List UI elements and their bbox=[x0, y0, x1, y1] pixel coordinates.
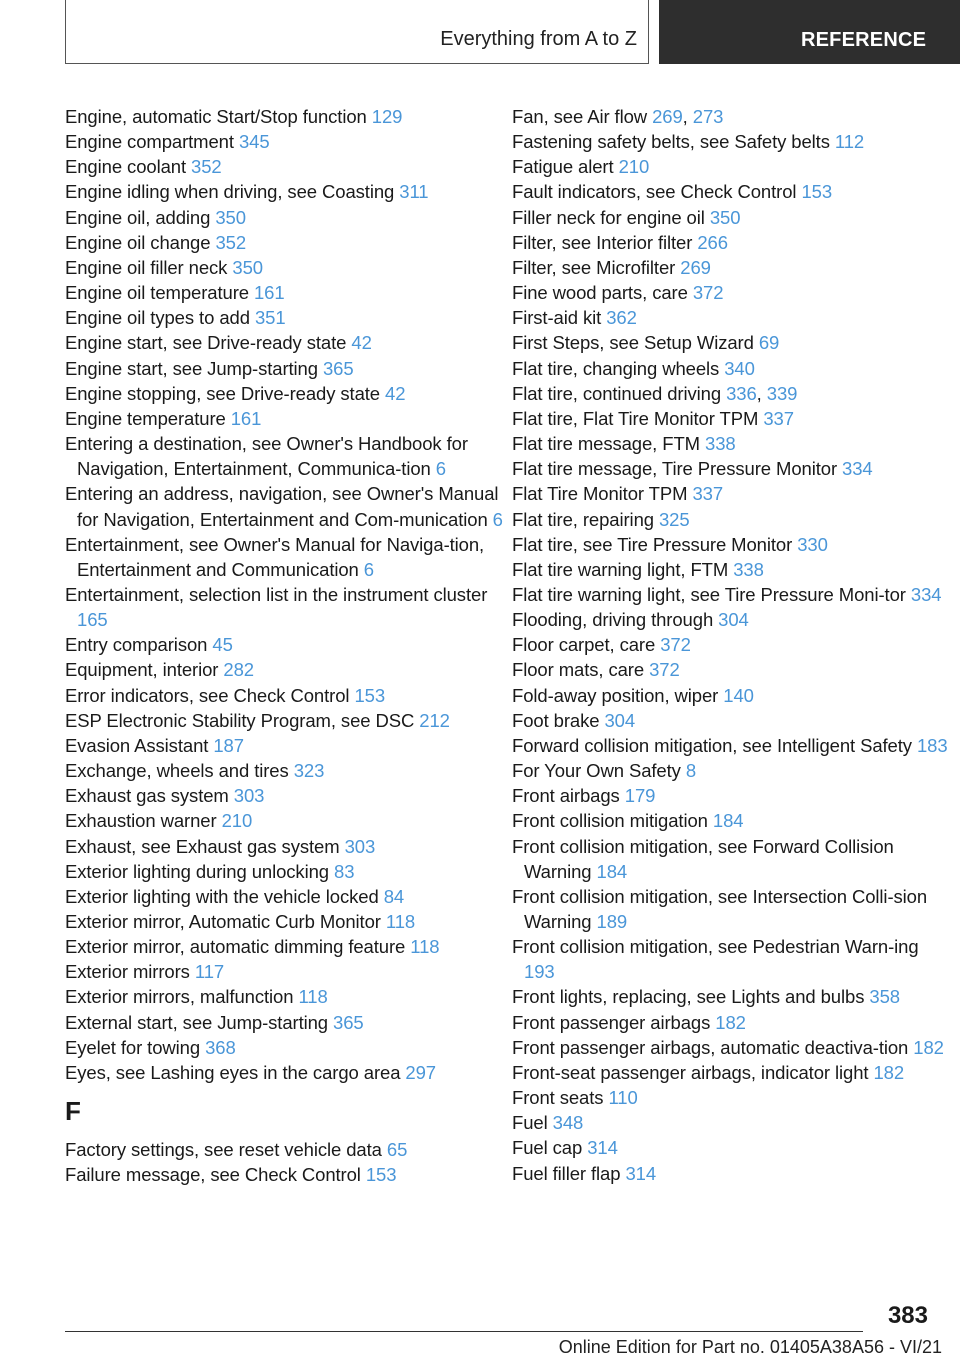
chapter-tab bbox=[659, 0, 960, 64]
page-reference-link[interactable]: 336 bbox=[726, 382, 757, 404]
page-reference-link[interactable]: 129 bbox=[371, 106, 403, 127]
index-entry-text: Exterior lighting with the vehicle locked bbox=[65, 885, 384, 907]
page-reference-link[interactable]: 297 bbox=[405, 1061, 436, 1083]
index-entry-text: Flat Tire Monitor TPM bbox=[512, 483, 693, 505]
page-reference-link[interactable]: 161 bbox=[253, 282, 285, 304]
chapter-title: REFERENCE bbox=[801, 29, 927, 51]
page-reference-link[interactable]: 179 bbox=[624, 785, 656, 807]
index-entry bbox=[65, 657, 505, 682]
index-entry bbox=[65, 884, 505, 909]
page-reference-link[interactable]: 303 bbox=[233, 785, 265, 807]
index-entry bbox=[65, 104, 505, 129]
page-reference-link[interactable]: 65 bbox=[386, 1139, 408, 1161]
index-entry bbox=[512, 129, 952, 154]
index-entry bbox=[512, 481, 952, 506]
index-entry-text: Fault indicators, see Check Control bbox=[512, 181, 802, 203]
index-entry bbox=[65, 783, 505, 808]
index-entry-text: Engine, automatic Start/Stop function bbox=[65, 106, 372, 127]
page-reference-link[interactable]: 314 bbox=[625, 1162, 657, 1184]
page-reference-link[interactable]: 345 bbox=[238, 131, 270, 153]
page-reference-link[interactable]: 350 bbox=[232, 256, 263, 278]
index-entry bbox=[512, 381, 952, 406]
index-entry bbox=[512, 406, 952, 431]
index-entry-text: Exchange, wheels and tires bbox=[65, 760, 294, 782]
index-entry-text: Floor mats, care bbox=[512, 659, 650, 681]
index-entry bbox=[65, 758, 505, 783]
index-entry bbox=[512, 507, 952, 532]
index-entry bbox=[65, 934, 505, 959]
page-reference-link[interactable]: 182 bbox=[873, 1061, 905, 1083]
index-entry bbox=[512, 280, 952, 305]
page-reference-link[interactable]: 193 bbox=[524, 961, 555, 983]
index-entry bbox=[65, 859, 505, 884]
page-reference-link[interactable]: 42 bbox=[385, 382, 406, 404]
page-reference-link[interactable]: 69 bbox=[758, 332, 780, 354]
page-reference-link[interactable]: 212 bbox=[419, 709, 450, 731]
page-reference-link[interactable]: 365 bbox=[322, 357, 354, 379]
index-entry bbox=[512, 1135, 952, 1160]
index-entry-text: Entry comparison bbox=[65, 634, 213, 656]
index-entry-text: Fan, see Air flow bbox=[512, 106, 653, 127]
index-entry-separator: , bbox=[756, 382, 767, 404]
index-entry bbox=[512, 1035, 952, 1060]
index-entry bbox=[512, 607, 952, 632]
index-entry-text: Engine oil temperature bbox=[65, 282, 254, 304]
index-entry bbox=[65, 280, 505, 305]
index-entry-text: Floor carpet, care bbox=[512, 634, 661, 656]
index-entry bbox=[512, 154, 952, 179]
index-entry-text: Flat tire message, Tire Pressure Monitor bbox=[512, 458, 843, 480]
page-reference-link[interactable]: 339 bbox=[766, 382, 798, 404]
index-entry-text: Flooding, driving through bbox=[512, 609, 719, 631]
index-entry bbox=[65, 808, 505, 833]
index-entry-text: Engine oil filler neck bbox=[65, 256, 233, 278]
index-entry bbox=[512, 230, 952, 255]
index-entry bbox=[512, 255, 952, 280]
index-entry bbox=[65, 683, 505, 708]
page-reference-link[interactable]: 6 bbox=[492, 508, 503, 530]
footer-divider bbox=[65, 1331, 863, 1332]
index-entry bbox=[65, 129, 505, 154]
index-entry-text: Exhaust gas system bbox=[65, 785, 234, 807]
index-entry bbox=[512, 934, 952, 984]
index-entry bbox=[65, 532, 505, 582]
index-entry-text: Front airbags bbox=[512, 785, 625, 807]
page-reference-link[interactable]: 352 bbox=[191, 156, 222, 178]
index-entry bbox=[512, 733, 952, 758]
index-entry bbox=[512, 356, 952, 381]
page-reference-link[interactable]: 323 bbox=[293, 760, 325, 782]
page-reference-link[interactable]: 269 bbox=[680, 256, 711, 278]
index-entry bbox=[512, 758, 952, 783]
index-entry bbox=[65, 733, 505, 758]
index-entry bbox=[65, 205, 505, 230]
index-entry-text: Front lights, replacing, see Lights and bulbs bbox=[512, 986, 870, 1008]
index-entry-text: Fatigue alert bbox=[512, 156, 619, 178]
index-entry-text: Fine wood parts, care bbox=[512, 282, 693, 304]
index-entry-text: Flat tire message, FTM bbox=[512, 433, 706, 455]
page-number: 383 bbox=[887, 1302, 928, 1329]
index-entry-text: Flat tire warning light, see Tire Pressure Moni-tor bbox=[512, 583, 911, 605]
index-entry-text: Engine temperature bbox=[65, 407, 231, 429]
index-entry-text: Exterior lighting during unlocking bbox=[65, 860, 335, 882]
page-reference-link[interactable]: 112 bbox=[834, 131, 865, 153]
page-reference-link[interactable]: 352 bbox=[215, 231, 247, 253]
index-entry bbox=[65, 381, 505, 406]
page-reference-link[interactable]: 182 bbox=[715, 1011, 746, 1033]
index-entry-text: Engine oil, adding bbox=[65, 206, 216, 228]
page-reference-link[interactable]: 350 bbox=[709, 206, 741, 228]
page-reference-link[interactable]: 314 bbox=[587, 1137, 618, 1159]
index-entry-text: Front passenger airbags, automatic deactiva-tion bbox=[512, 1036, 914, 1058]
index-entry-text: Eyes, see Lashing eyes in the cargo area bbox=[65, 1061, 406, 1083]
index-entry bbox=[65, 179, 505, 204]
index-entry bbox=[512, 1060, 952, 1085]
index-entry bbox=[65, 909, 505, 934]
index-entry bbox=[65, 1060, 505, 1085]
index-entry-text: Eyelet for towing bbox=[65, 1036, 206, 1058]
index-entry bbox=[65, 1010, 505, 1035]
index-entry-text: External start, see Jump-starting bbox=[65, 1011, 334, 1033]
page-reference-link[interactable]: 304 bbox=[604, 709, 636, 731]
index-entry-text: Engine start, see Jump-starting bbox=[65, 357, 323, 379]
index-entry-text: Fold-away position, wiper bbox=[512, 684, 724, 706]
index-entry bbox=[512, 1010, 952, 1035]
index-entry-text: Fastening safety belts, see Safety belts bbox=[512, 131, 835, 153]
page-reference-link[interactable]: 372 bbox=[692, 282, 724, 304]
index-entry-text: ESP Electronic Stability Program, see DSC bbox=[65, 709, 420, 731]
page-reference-link[interactable]: 8 bbox=[685, 760, 697, 782]
page-reference-link[interactable]: 334 bbox=[842, 458, 873, 480]
index-entry bbox=[65, 834, 505, 859]
index-entry-text: Evasion Assistant bbox=[65, 734, 214, 756]
page-reference-link[interactable]: 334 bbox=[910, 583, 942, 605]
index-entry-text: Exterior mirror, Automatic Curb Monitor bbox=[65, 911, 386, 932]
page-reference-link[interactable]: 161 bbox=[230, 407, 262, 429]
index-entry bbox=[65, 406, 505, 431]
index-entry-text: Fuel cap bbox=[512, 1137, 588, 1159]
page-reference-link[interactable]: 372 bbox=[660, 634, 691, 656]
index-entry bbox=[512, 104, 952, 129]
index-entry bbox=[512, 305, 952, 330]
page-reference-link[interactable]: 183 bbox=[916, 734, 948, 756]
index-entry-text: Filter, see Interior filter bbox=[512, 231, 698, 253]
index-entry-text: Equipment, interior bbox=[65, 659, 224, 681]
index-entry bbox=[512, 657, 952, 682]
index-entry-text: Front seats bbox=[512, 1087, 609, 1109]
index-entry-text: Foot brake bbox=[512, 709, 605, 731]
index-entry-text: Engine start, see Drive-ready state bbox=[65, 332, 352, 354]
page-reference-link[interactable]: 84 bbox=[383, 885, 405, 907]
page-reference-link[interactable]: 338 bbox=[705, 433, 736, 455]
index-entry-text: Filter, see Microfilter bbox=[512, 256, 681, 278]
index-entry bbox=[65, 230, 505, 255]
page-reference-link[interactable]: 182 bbox=[913, 1036, 944, 1058]
index-entry bbox=[512, 1085, 952, 1110]
page-reference-link[interactable]: 153 bbox=[365, 1164, 397, 1186]
page-reference-link[interactable]: 118 bbox=[385, 911, 416, 932]
index-entry-separator: , bbox=[682, 106, 693, 127]
index-entry-text: Flat tire, changing wheels bbox=[512, 357, 725, 379]
index-entry bbox=[65, 959, 505, 984]
index-entry-text: Front passenger airbags bbox=[512, 1011, 716, 1033]
page-reference-link[interactable]: 117 bbox=[194, 961, 225, 983]
index-entry-text: Fuel filler flap bbox=[512, 1162, 626, 1184]
index-entry bbox=[65, 708, 505, 733]
index-entry-text: Front collision mitigation, see Pedestrian Warn-ing bbox=[512, 936, 919, 958]
index-entry-text: Front collision mitigation, see Forward Collision Warning bbox=[512, 835, 894, 882]
page-reference-link[interactable]: 45 bbox=[212, 634, 233, 656]
page-reference-link[interactable]: 6 bbox=[435, 458, 446, 480]
page-reference-link[interactable]: 210 bbox=[221, 810, 253, 832]
index-entry-text: Front collision mitigation, see Intersection Colli-sion Warning bbox=[512, 885, 928, 932]
page-reference-link[interactable]: 282 bbox=[223, 659, 254, 681]
index-entry-text: Exhaust, see Exhaust gas system bbox=[65, 835, 345, 857]
footer-edition: Online Edition for Part no. 01405A38A56 - VI/21 bbox=[558, 1337, 942, 1357]
index-entry-text: Engine stopping, see Drive-ready state bbox=[65, 382, 386, 404]
index-entry bbox=[65, 356, 505, 381]
index-entry-text: Engine idling when driving, see Coasting bbox=[65, 181, 400, 203]
page-reference-link[interactable]: 304 bbox=[718, 609, 749, 631]
index-entry bbox=[512, 179, 952, 204]
index-entry bbox=[512, 456, 952, 481]
page-reference-link[interactable]: 325 bbox=[658, 508, 690, 530]
index-entry-text: Exterior mirrors bbox=[65, 961, 195, 983]
page-reference-link[interactable]: 368 bbox=[205, 1036, 236, 1058]
index-entry-text: Flat tire warning light, FTM bbox=[512, 558, 734, 580]
index-entry bbox=[512, 557, 952, 582]
page-reference-link[interactable]: 340 bbox=[724, 357, 755, 379]
index-entry bbox=[512, 884, 952, 934]
index-entry bbox=[512, 808, 952, 833]
page-reference-link[interactable]: 311 bbox=[399, 181, 429, 203]
index-entry-text: Engine compartment bbox=[65, 131, 239, 153]
index-entry bbox=[512, 632, 952, 657]
index-entry bbox=[512, 783, 952, 808]
index-entry bbox=[512, 431, 952, 456]
index-entry-text: Exhaustion warner bbox=[65, 810, 222, 832]
page-reference-link[interactable]: 189 bbox=[596, 911, 628, 932]
index-entry bbox=[65, 481, 505, 531]
page-reference-link[interactable]: 153 bbox=[801, 181, 833, 203]
page-reference-link[interactable]: 269 bbox=[652, 106, 683, 127]
page-reference-link[interactable]: 210 bbox=[618, 156, 650, 178]
page-reference-link[interactable]: 6 bbox=[363, 558, 374, 580]
index-entry bbox=[512, 582, 952, 607]
index-entry bbox=[512, 683, 952, 708]
index-entry-text: Fuel bbox=[512, 1112, 553, 1134]
index-entry-text: Flat tire, continued driving bbox=[512, 382, 727, 404]
index-entry bbox=[512, 834, 952, 884]
index-entry-text: Failure message, see Check Control bbox=[65, 1164, 366, 1186]
index-entry-text: Factory settings, see reset vehicle data bbox=[65, 1139, 387, 1161]
index-entry-text: First-aid kit bbox=[512, 307, 607, 329]
page-reference-link[interactable]: 153 bbox=[354, 684, 386, 706]
section-title: Everything from A to Z bbox=[440, 28, 637, 50]
index-entry-text: Flat tire, repairing bbox=[512, 508, 659, 530]
index-entry bbox=[65, 1035, 505, 1060]
page-reference-link[interactable]: 362 bbox=[606, 307, 637, 329]
index-column-right bbox=[512, 104, 952, 1186]
page-reference-link[interactable]: 184 bbox=[596, 860, 628, 882]
index-entry-text: Front collision mitigation bbox=[512, 810, 713, 832]
index-entry bbox=[512, 708, 952, 733]
page-reference-link[interactable]: 184 bbox=[712, 810, 744, 832]
page-reference-link[interactable]: 165 bbox=[77, 609, 108, 631]
index-entry-text: Entering a destination, see Owner's Handbook for Navigation, Entertainment, Communica-tion bbox=[65, 433, 468, 480]
page-reference-link[interactable]: 351 bbox=[254, 307, 286, 329]
page-reference-link[interactable]: 358 bbox=[869, 986, 900, 1008]
index-column-left bbox=[65, 104, 505, 1187]
index-entry-text: Flat tire, Flat Tire Monitor TPM bbox=[512, 407, 764, 429]
index-entry bbox=[65, 1162, 505, 1187]
page-reference-link[interactable]: 330 bbox=[797, 533, 828, 555]
index-entry bbox=[65, 1137, 505, 1162]
index-entry bbox=[65, 154, 505, 179]
page-reference-link[interactable]: 110 bbox=[608, 1087, 638, 1109]
index-entry-text: Error indicators, see Check Control bbox=[65, 684, 355, 706]
index-entry bbox=[65, 255, 505, 280]
index-entry-text: Forward collision mitigation, see Intelligent Safety bbox=[512, 734, 917, 756]
index-entry bbox=[65, 431, 505, 481]
index-entry bbox=[65, 582, 505, 632]
page-reference-link[interactable]: 187 bbox=[213, 734, 244, 756]
index-entry-text: Entertainment, see Owner's Manual for Naviga-tion, Entertainment and Communication bbox=[65, 533, 485, 580]
page-reference-link[interactable]: 83 bbox=[334, 860, 355, 882]
page-reference-link[interactable]: 273 bbox=[692, 106, 724, 127]
index-entry-text: Engine oil change bbox=[65, 231, 216, 253]
index-letter-heading: F bbox=[65, 1096, 81, 1127]
index-entry-text: Exterior mirror, automatic dimming feature bbox=[65, 936, 411, 958]
index-entry bbox=[512, 984, 952, 1009]
index-entry bbox=[65, 330, 505, 355]
index-entry-text: Entering an address, navigation, see Owner's Manual for Navigation, Entertainment and Com-munication bbox=[65, 483, 499, 530]
page-reference-link[interactable]: 337 bbox=[692, 483, 724, 505]
page-reference-link[interactable]: 372 bbox=[649, 659, 680, 681]
page-reference-link[interactable]: 348 bbox=[552, 1112, 584, 1134]
page-reference-link[interactable]: 266 bbox=[697, 231, 728, 253]
page-reference-link[interactable]: 42 bbox=[351, 332, 372, 354]
page-reference-link[interactable]: 338 bbox=[733, 558, 764, 580]
index-entry bbox=[65, 632, 505, 657]
index-entry-text: Flat tire, see Tire Pressure Monitor bbox=[512, 533, 798, 555]
index-entry-text: Engine coolant bbox=[65, 156, 192, 178]
index-entry-text: Exterior mirrors, malfunction bbox=[65, 986, 299, 1008]
index-entry bbox=[512, 330, 952, 355]
page-reference-link[interactable]: 140 bbox=[723, 684, 754, 706]
page-reference-link[interactable]: 118 bbox=[298, 986, 328, 1008]
index-entry bbox=[512, 1110, 952, 1135]
index-entry-text: Filler neck for engine oil bbox=[512, 206, 710, 228]
page-reference-link[interactable]: 365 bbox=[333, 1011, 364, 1033]
index-entry-text: Front-seat passenger airbags, indicator light bbox=[512, 1061, 874, 1083]
page-reference-link[interactable]: 337 bbox=[763, 407, 794, 429]
index-entry bbox=[65, 305, 505, 330]
index-entry-text: First Steps, see Setup Wizard bbox=[512, 332, 759, 354]
index-entry-text: Engine oil types to add bbox=[65, 307, 255, 329]
index-entry bbox=[512, 205, 952, 230]
index-entry-text: Entertainment, selection list in the instrument cluster bbox=[65, 583, 488, 605]
page-reference-link[interactable]: 350 bbox=[215, 206, 246, 228]
page-reference-link[interactable]: 118 bbox=[410, 936, 440, 958]
index-entry bbox=[512, 1161, 952, 1186]
page-reference-link[interactable]: 303 bbox=[344, 835, 376, 857]
index-entry-text: For Your Own Safety bbox=[512, 760, 686, 782]
index-entry bbox=[65, 984, 505, 1009]
index-entry bbox=[512, 532, 952, 557]
